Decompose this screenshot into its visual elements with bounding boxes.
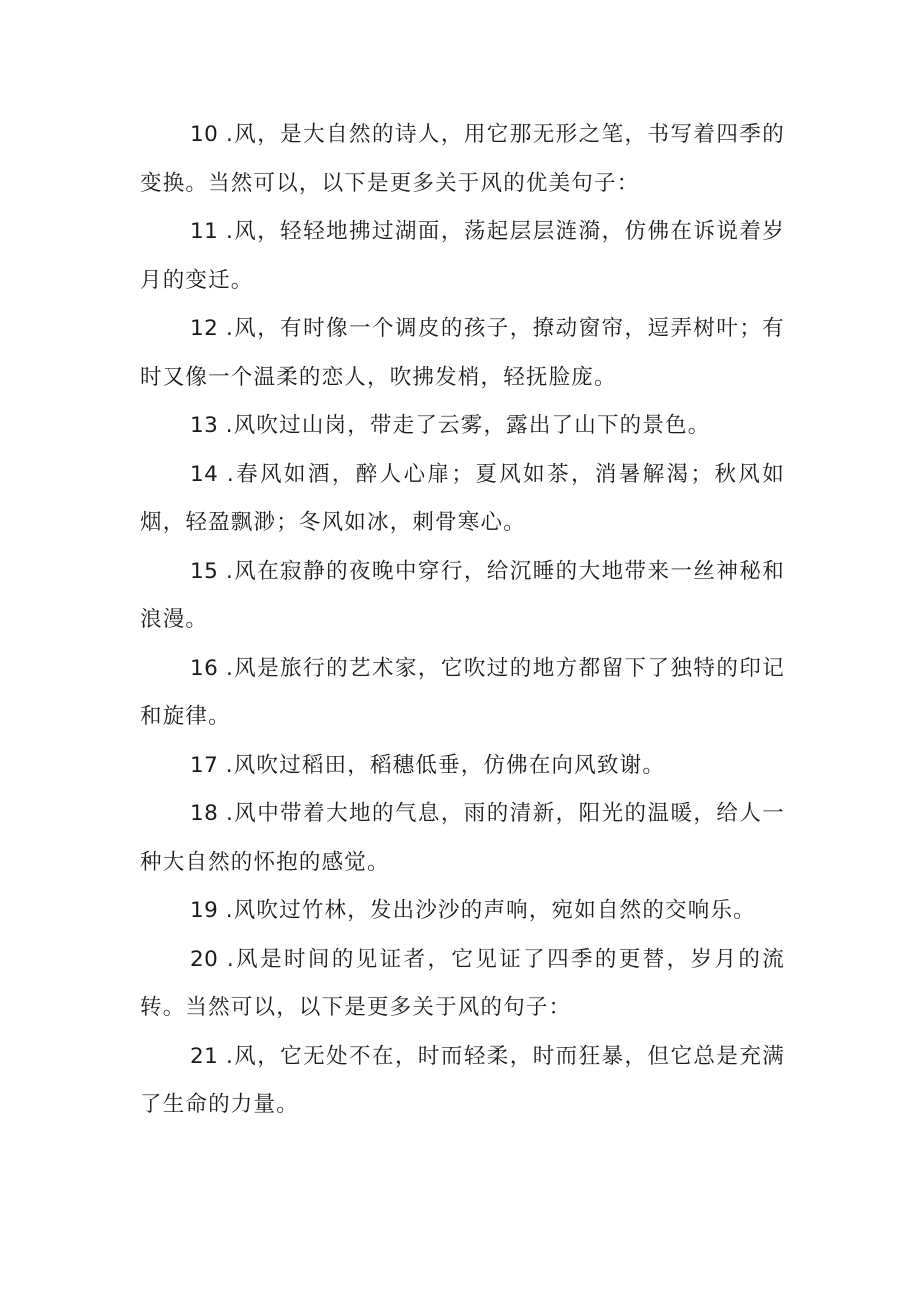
paragraph-15 bbox=[140, 548, 785, 645]
item-number: 10 bbox=[190, 122, 219, 147]
item-text: .风是时间的见证者，它见证了四季的更替，岁月的流转。当然可以，以下是更多关于风的句子： bbox=[140, 946, 785, 1020]
item-number: 14 bbox=[190, 461, 219, 487]
paragraph-21 bbox=[140, 1033, 785, 1130]
item-number: 16 bbox=[190, 655, 219, 681]
item-text: .风吹过竹林，发出沙沙的声响，宛如自然的交响乐。 bbox=[225, 898, 756, 923]
item-text: .风是旅行的艺术家，它吹过的地方都留下了独特的印记和旋律。 bbox=[140, 655, 785, 729]
item-text: .风吹过稻田，稻穗低垂，仿佛在向风致谢。 bbox=[225, 752, 666, 778]
paragraph-20 bbox=[140, 936, 785, 1033]
item-number: 13 bbox=[190, 413, 219, 438]
paragraph-19 bbox=[140, 887, 785, 936]
paragraph-18 bbox=[140, 790, 785, 887]
document-body bbox=[140, 111, 785, 1130]
paragraph-17 bbox=[140, 742, 785, 791]
item-text: .春风如酒，醉人心扉；夏风如茶，消暑解渴；秋风如烟，轻盈飘渺；冬风如冰，刺骨寒心。 bbox=[140, 461, 785, 535]
item-number: 17 bbox=[190, 752, 219, 778]
item-text: .风中带着大地的气息，雨的清新，阳光的温暖，给人一种大自然的怀抱的感觉。 bbox=[140, 801, 785, 875]
paragraph-14 bbox=[140, 451, 785, 548]
item-number: 12 bbox=[190, 316, 219, 341]
paragraph-16 bbox=[140, 645, 785, 742]
item-number: 20 bbox=[190, 946, 219, 972]
item-text: .风，轻轻地拂过湖面，荡起层层涟漪，仿佛在诉说着岁月的变迁。 bbox=[140, 219, 785, 293]
item-number: 19 bbox=[190, 898, 219, 923]
paragraph-13 bbox=[140, 402, 785, 451]
paragraph-10 bbox=[140, 111, 785, 208]
item-text: .风，有时像一个调皮的孩子，撩动窗帘，逗弄树叶；有时又像一个温柔的恋人，吹拂发梢，轻抚脸庞。 bbox=[140, 316, 785, 390]
item-number: 21 bbox=[190, 1043, 219, 1069]
item-text: .风在寂静的夜晚中穿行，给沉睡的大地带来一丝神秘和浪漫。 bbox=[140, 558, 785, 632]
item-text: .风，它无处不在，时而轻柔，时而狂暴，但它总是充满了生命的力量。 bbox=[140, 1043, 785, 1117]
item-number: 15 bbox=[190, 558, 219, 584]
paragraph-12 bbox=[140, 305, 785, 402]
item-number: 11 bbox=[190, 219, 219, 244]
item-text: .风，是大自然的诗人，用它那无形之笔，书写着四季的变换。当然可以，以下是更多关于风的优美句子： bbox=[140, 122, 785, 196]
paragraph-11 bbox=[140, 208, 785, 305]
item-text: .风吹过山岗，带走了云雾，露出了山下的景色。 bbox=[225, 413, 711, 438]
item-number: 18 bbox=[190, 801, 219, 826]
